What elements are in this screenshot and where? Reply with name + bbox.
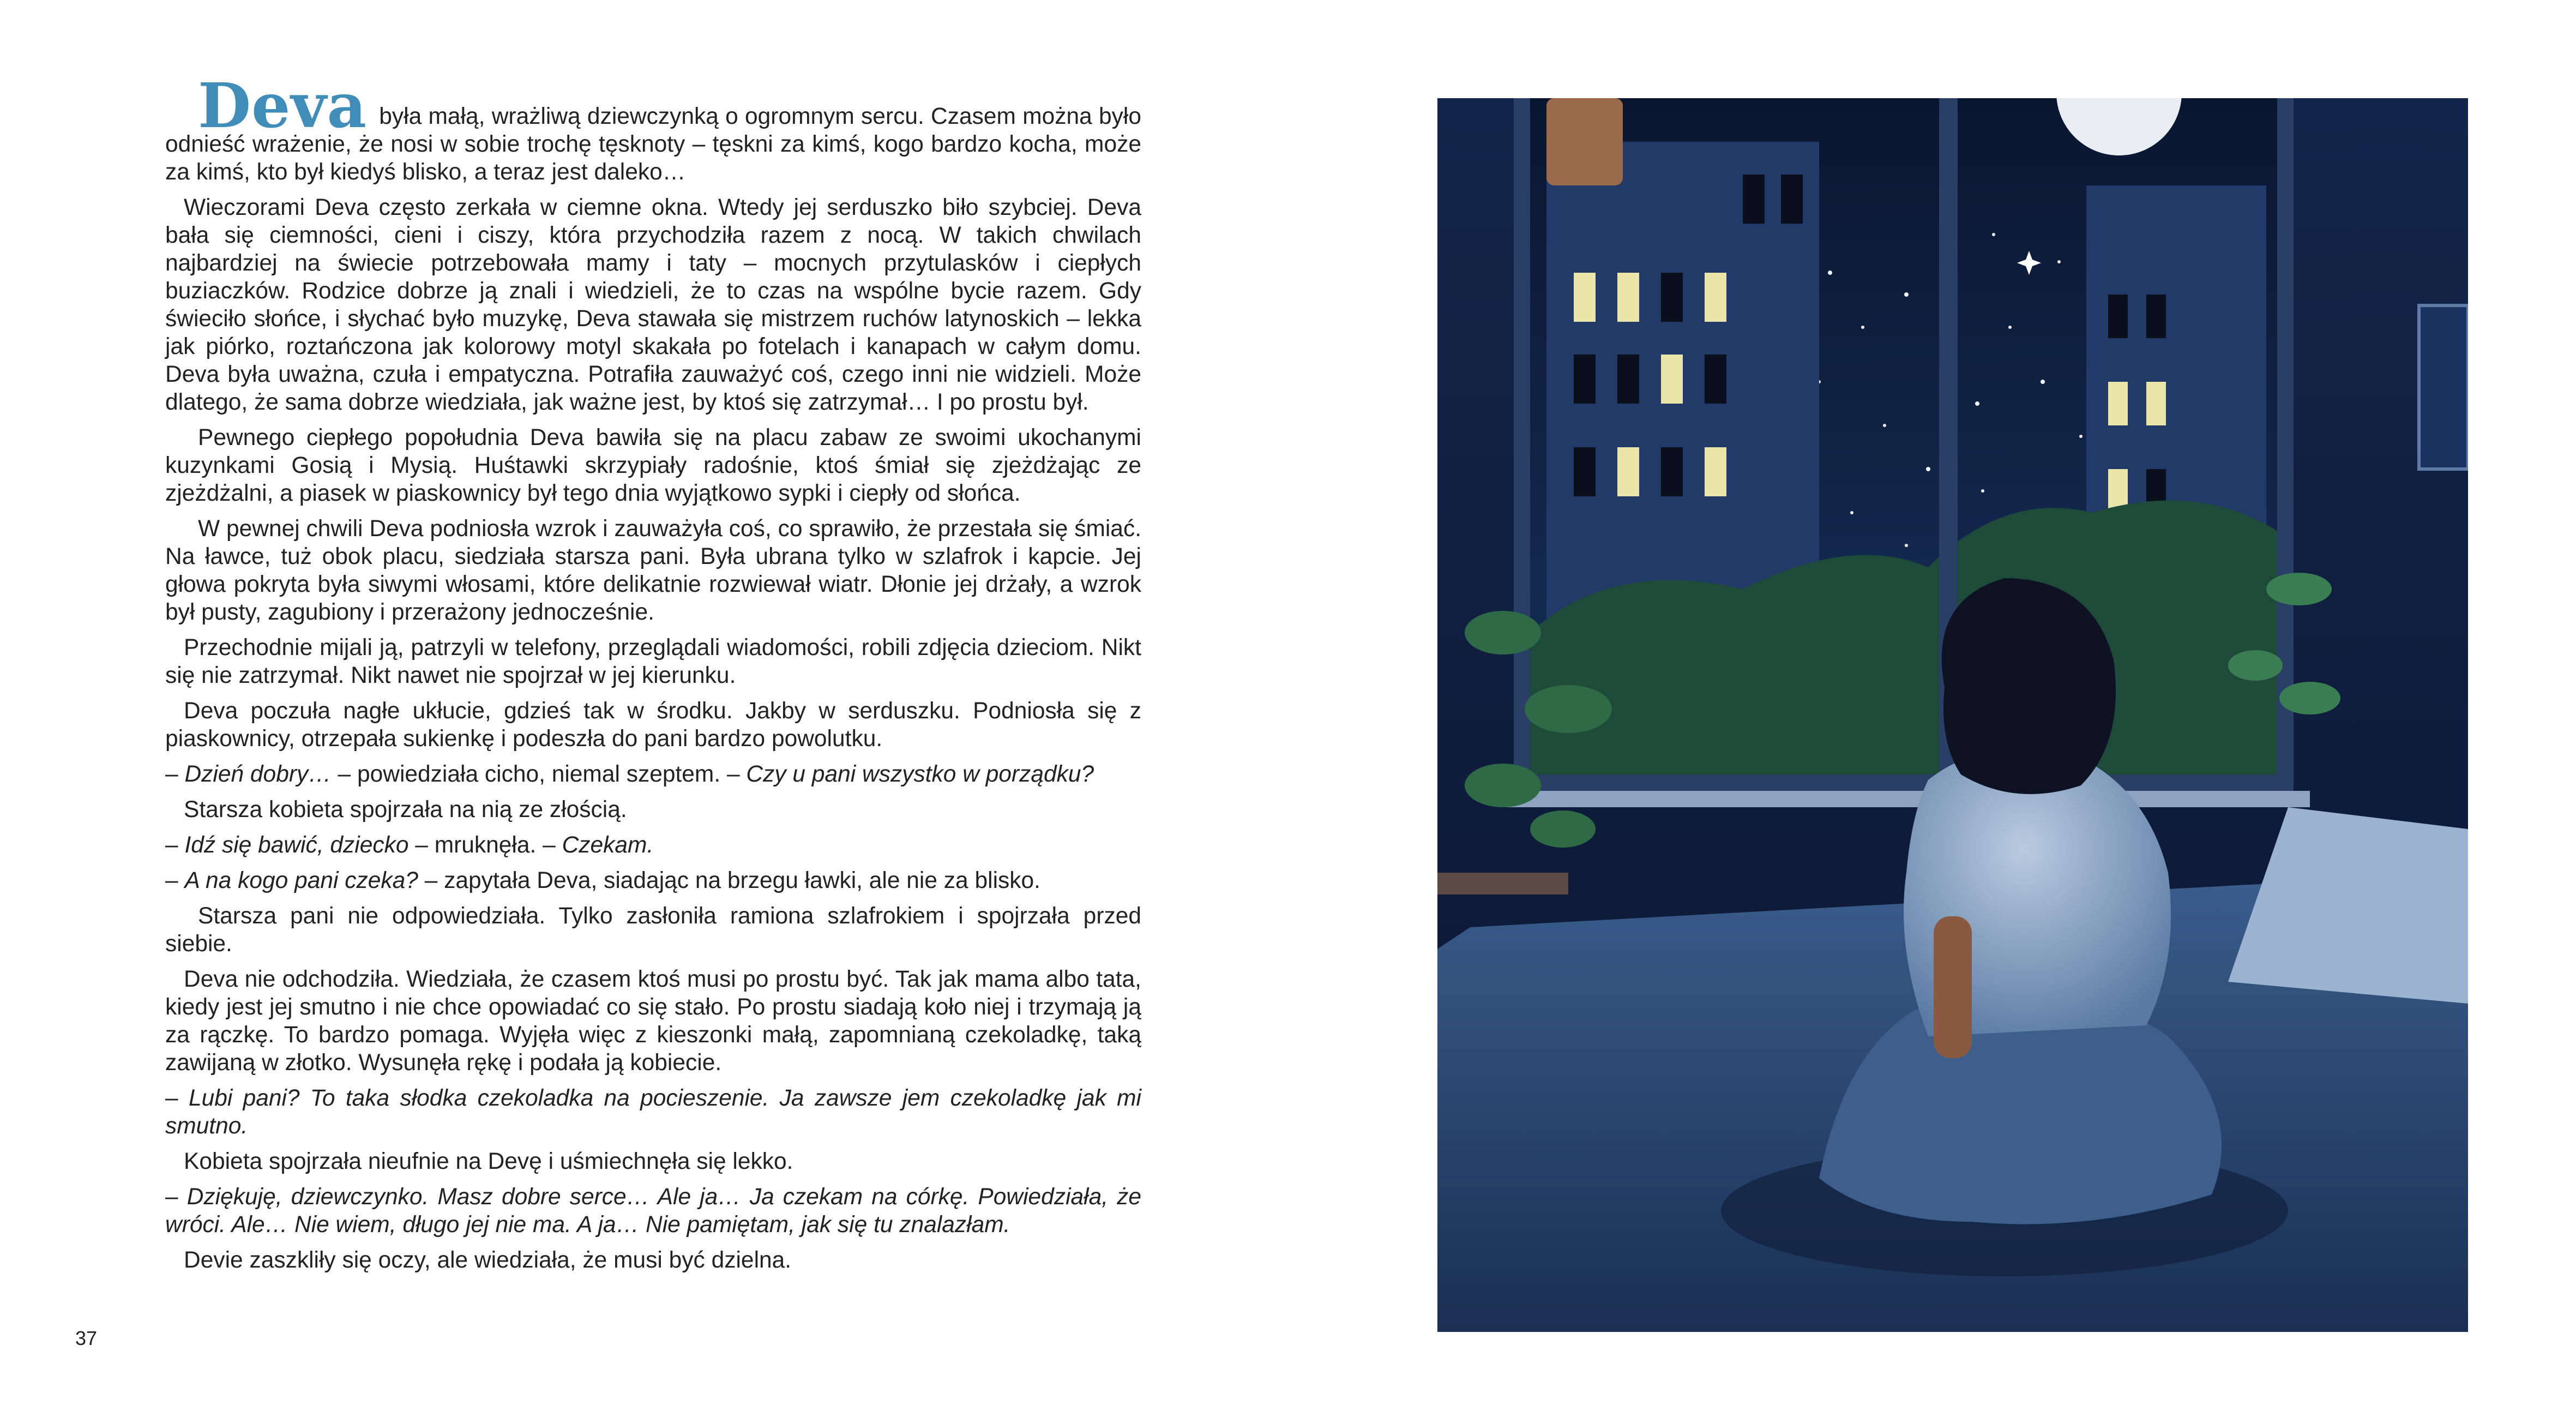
illustration-night-window [1437, 98, 2468, 1332]
window-sill [1503, 791, 2310, 807]
paragraph: W pewnej chwili Deva podniosła wzrok i zauważyła coś, co sprawiło, że przestała się śmiać. Na ławce, tuż obok placu, siedziała starsza pani. Była ubrana tylko w szlafrok i kapcie. Jej głowa pokryta była siwymi włosami, które delikatnie rozwiewał wiatr. Dłonie jej drżały, a wzrok był pusty, zagubiony i przerażony jednocześnie. [165, 516, 1141, 625]
paragraph: Pewnego ciepłego popołudnia Deva bawiła się na placu zabaw ze swoimi ukochanymi kuzynkami Gosią i Mysią. Huśtawki skrzypiały radośnie, ktoś śmiał się zjeżdżając ze zjeżdżalni, a piasek w piaskownicy był tego dnia wyjątkowo sypki i ciepły od słońca. [165, 425, 1141, 506]
paragraph-text: była małą, wrażliwą dziewczynką o ogromnym sercu. Czasem można było odnieść wrażenie, że nosi w sobie trochę tęsknoty – tęskni za kimś, kogo bardzo kocha, może za kimś, kto był kiedyś blisko, a teraz jest daleko… [165, 104, 1141, 185]
drop-cap-word: Deva [198, 70, 368, 142]
dialogue-line [165, 1183, 1141, 1239]
dash: – [165, 1184, 187, 1210]
wall-picture [2419, 305, 2468, 469]
speech: Dziękuję, dziewczynko. Masz dobre serce… Ale ja… Ja czekam na córkę. Powiedziała, że wróci. Ale… Nie wiem, długo jej nie ma. A ja… Nie pamiętam, jak się tu znalazłam. [165, 1184, 1141, 1238]
paragraph: Starsza kobieta spojrzała na nią ze złością. [184, 797, 627, 822]
paragraph [165, 70, 1141, 186]
paragraph: Deva nie odchodziła. Wiedziała, że czasem ktoś musi po prostu być. Tak jak mama albo tata, kiedy jest jej smutno i nie chce opowiadać co się stało. Po prostu siadają koło niej i trzymają ją za rączkę. To bardzo pomaga. Wyjęła więc z kieszonki małą, zapomnianą czekoladkę, taką zawijaną w złotko. Wysunęła rękę i podała ją kobiecie. [165, 966, 1141, 1076]
speech: Czy u pani wszystko w porządku? [746, 761, 1094, 787]
paragraph: Kobieta spojrzała nieufnie na Devę i uśmiechnęła się lekko. [184, 1149, 793, 1174]
narration: – powiedziała cicho, niemal szeptem. – [331, 761, 747, 787]
speech: A na kogo pani czeka? [184, 868, 418, 893]
illustration-svg [1437, 98, 2468, 1332]
narration: – zapytała Deva, siadając na brzegu ławki, ale nie za blisko. [418, 868, 1040, 893]
paragraph: Przechodnie mijali ją, patrzyli w telefony, przeglądali wiadomości, robili zdjęcia dzieciom. Nikt się nie zatrzymał. Nikt nawet nie spojrzał w jej kierunku. [165, 635, 1141, 688]
dialogue-line [165, 867, 1141, 894]
paragraph: Deva poczuła nagłe ukłucie, gdzieś tak w środku. Jakby w serduszku. Podniosła się z piaskownicy, otrzepała sukienkę i podeszła do pani bardzo powolutku. [165, 698, 1141, 752]
dash: – [165, 868, 185, 893]
speech: Lubi pani? To taka słodka czekoladka na pocieszenie. Ja zawsze jem czekoladkę jak mi smutno. [165, 1085, 1141, 1139]
speech: Idź się bawić, dziecko [184, 832, 409, 858]
dash: – [165, 832, 185, 858]
page-number: 37 [75, 1327, 98, 1349]
dialogue-line [165, 831, 1141, 859]
paragraph: Wieczorami Deva często zerkała w ciemne okna. Wtedy jej serduszko biło szybciej. Deva bała się ciemności, cieni i ciszy, która przychodziła razem z nocą. W takich chwilach najbardziej na świecie potrzebowała mamy i taty – mocnych przytulasków i ciepłych buziaczków. Rodzice dobrze ją znali i wiedzieli, że to czas na wspólne bycie razem. Gdy świeciło słońce, i słychać było muzykę, Deva stawała się mistrzem ruchów latynoskich – lekka jak piórko, roztańczona jak kolorowy motyl skakała po fotelach i kanapach w całym domu. Deva była uważna, czuła i empatyczna. Potrafiła zauważyć coś, czego inni nie widzieli. Może dlatego, że sama dobrze wiedziała, jak ważne jest, by ktoś się zatrzymał… I po prostu był. [165, 195, 1141, 415]
paragraph: Devie zaszkliły się oczy, ale wiedziała, że musi być dzielna. [184, 1247, 792, 1273]
paragraph: Starsza pani nie odpowiedziała. Tylko zasłoniła ramiona szlafrokiem i spojrzała przed siebie. [165, 903, 1141, 957]
narration: – mruknęła. – [408, 832, 562, 858]
chair [1437, 873, 1568, 894]
speech: Czekam. [562, 832, 654, 858]
dialogue-line [165, 760, 1141, 788]
dash: – [165, 1085, 189, 1111]
plant-pot [1546, 98, 1623, 185]
dash: – [165, 761, 185, 787]
story-text [165, 70, 1141, 1282]
dialogue-line [165, 1084, 1141, 1140]
speech: Dzień dobry… [184, 761, 332, 787]
